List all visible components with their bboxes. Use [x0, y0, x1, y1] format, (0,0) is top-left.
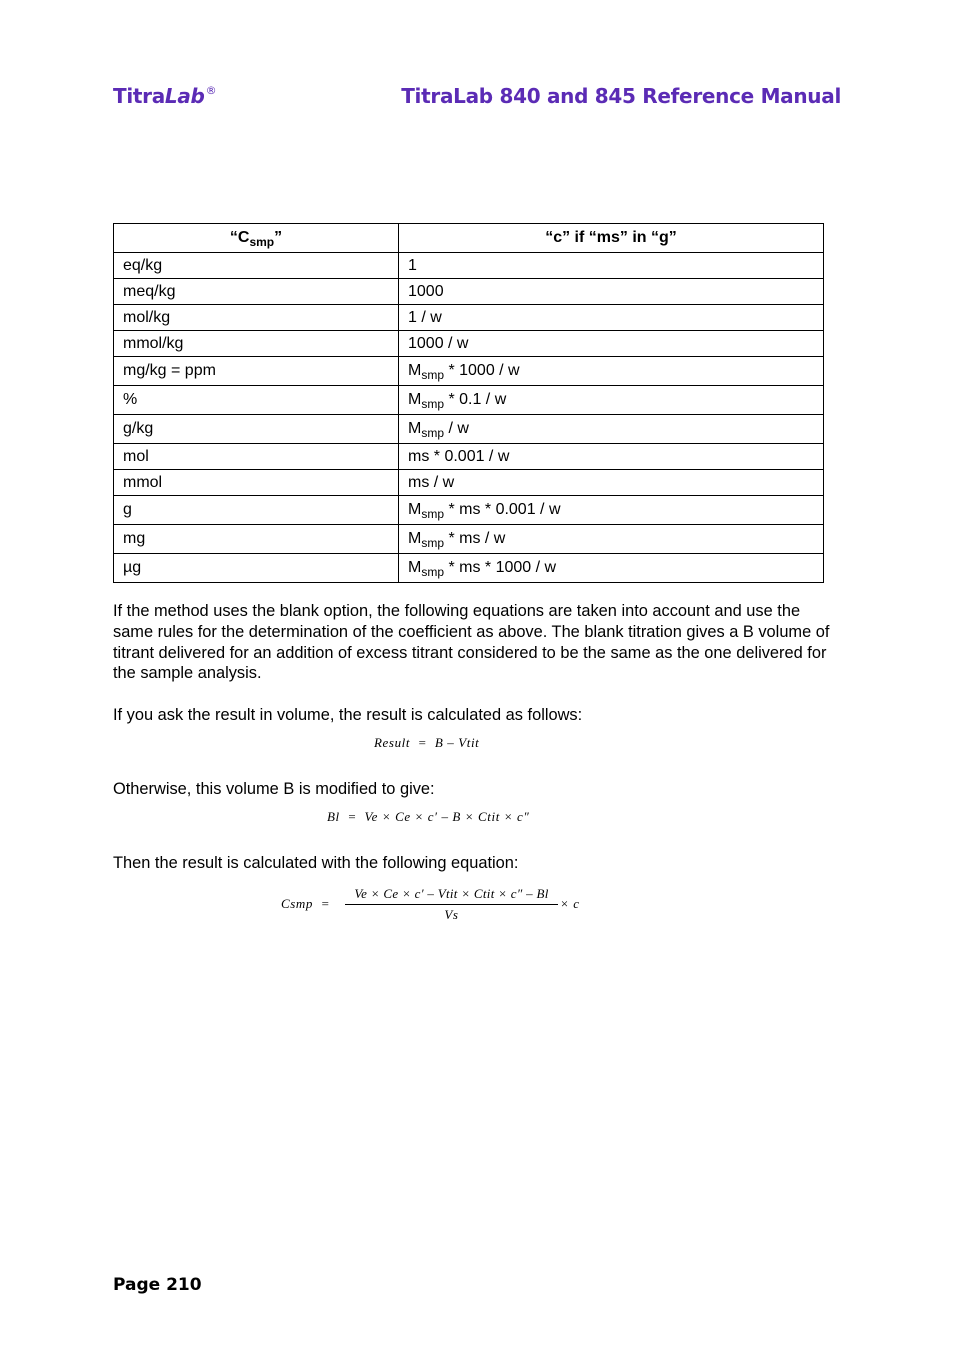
table-row: [114, 386, 824, 415]
table-row: [114, 253, 824, 279]
table-row: [114, 305, 824, 331]
unit-cell: mmol: [114, 470, 399, 496]
brand-italic: Lab: [164, 84, 205, 108]
unit-cell: mg: [114, 525, 399, 554]
equation-csmp-rhs: × c: [560, 896, 580, 911]
unit-cell: meq/kg: [114, 279, 399, 305]
coefficient-cell: 1000 / w: [399, 331, 824, 357]
paragraph-blank-option: If the method uses the blank option, the following equations are taken into account and use the same rules for the determination of the coefficient as above. The blank titration gives a B volume of titrant delivered for an addition of excess titrant considered to be the same as the one delivered for the sample analysis.: [113, 602, 830, 683]
brand-registered: ®: [205, 84, 217, 97]
unit-cell: %: [114, 386, 399, 415]
table-row: [114, 554, 824, 583]
coefficient-cell: $M_{smp}$ / w: [399, 415, 824, 444]
coefficient-cell: 1: [399, 253, 824, 279]
page-number: Page 210: [113, 1275, 202, 1295]
coefficient-cell: ms / w: [399, 470, 824, 496]
coefficient-cell: $M_{smp}$ * ms * 1000 / w: [399, 554, 824, 583]
fraction-bar: [345, 904, 558, 905]
unit-cell: µg: [114, 554, 399, 583]
table-row: [114, 470, 824, 496]
equation-bl: Bl = Ve × Ce × c′ – B × Ctit × c″: [327, 809, 530, 824]
unit-cell: g/kg: [114, 415, 399, 444]
header-csmp: “$C_{smp}$”: [114, 224, 399, 253]
equation-csmp-fraction: [345, 886, 558, 923]
table-row: [114, 357, 824, 386]
brand-main: Titra: [113, 84, 165, 108]
unit-cell: mmol/kg: [114, 331, 399, 357]
fraction-numerator: Ve × Ce × c′ – Vtit × Ctit × c″ – Bl: [354, 886, 549, 901]
unit-cell: mg/kg = ppm: [114, 357, 399, 386]
header-c-if-ms: “c” if “ms” in “g”: [399, 224, 824, 253]
paragraph-then: Then the result is calculated with the following equation:: [113, 854, 519, 872]
unit-cell: eq/kg: [114, 253, 399, 279]
coefficient-cell: $M_{smp}$ * ms * 0.001 / w: [399, 496, 824, 525]
paragraph-otherwise: Otherwise, this volume B is modified to give:: [113, 780, 435, 798]
coefficient-cell: 1000: [399, 279, 824, 305]
paragraph-result-volume: If you ask the result in volume, the result is calculated as follows:: [113, 706, 583, 724]
coefficient-table: [113, 223, 824, 583]
equation-csmp-lhs: Csmp =: [281, 896, 331, 911]
unit-cell: g: [114, 496, 399, 525]
coefficient-cell: $M_{smp} * 0.1$ / w: [399, 386, 824, 415]
unit-cell: mol: [114, 444, 399, 470]
coefficient-cell: $M_{smp} * 1000$ / w: [399, 357, 824, 386]
unit-cell: mol/kg: [114, 305, 399, 331]
table-row: [114, 496, 824, 525]
manual-title: TitraLab 840 and 845 Reference Manual: [401, 84, 841, 108]
fraction-denominator: Vs: [444, 907, 459, 922]
table-header-row: [114, 224, 824, 253]
table-row: [114, 415, 824, 444]
coefficient-cell: $M_{smp}$ * ms / w: [399, 525, 824, 554]
header-brand: [113, 84, 216, 108]
coefficient-cell: ms * 0.001 / w: [399, 444, 824, 470]
table-row: [114, 444, 824, 470]
equation-result: Result = B – Vtit: [374, 735, 480, 750]
table-row: [114, 279, 824, 305]
table-row: [114, 525, 824, 554]
table-row: [114, 331, 824, 357]
coefficient-cell: 1 / w: [399, 305, 824, 331]
